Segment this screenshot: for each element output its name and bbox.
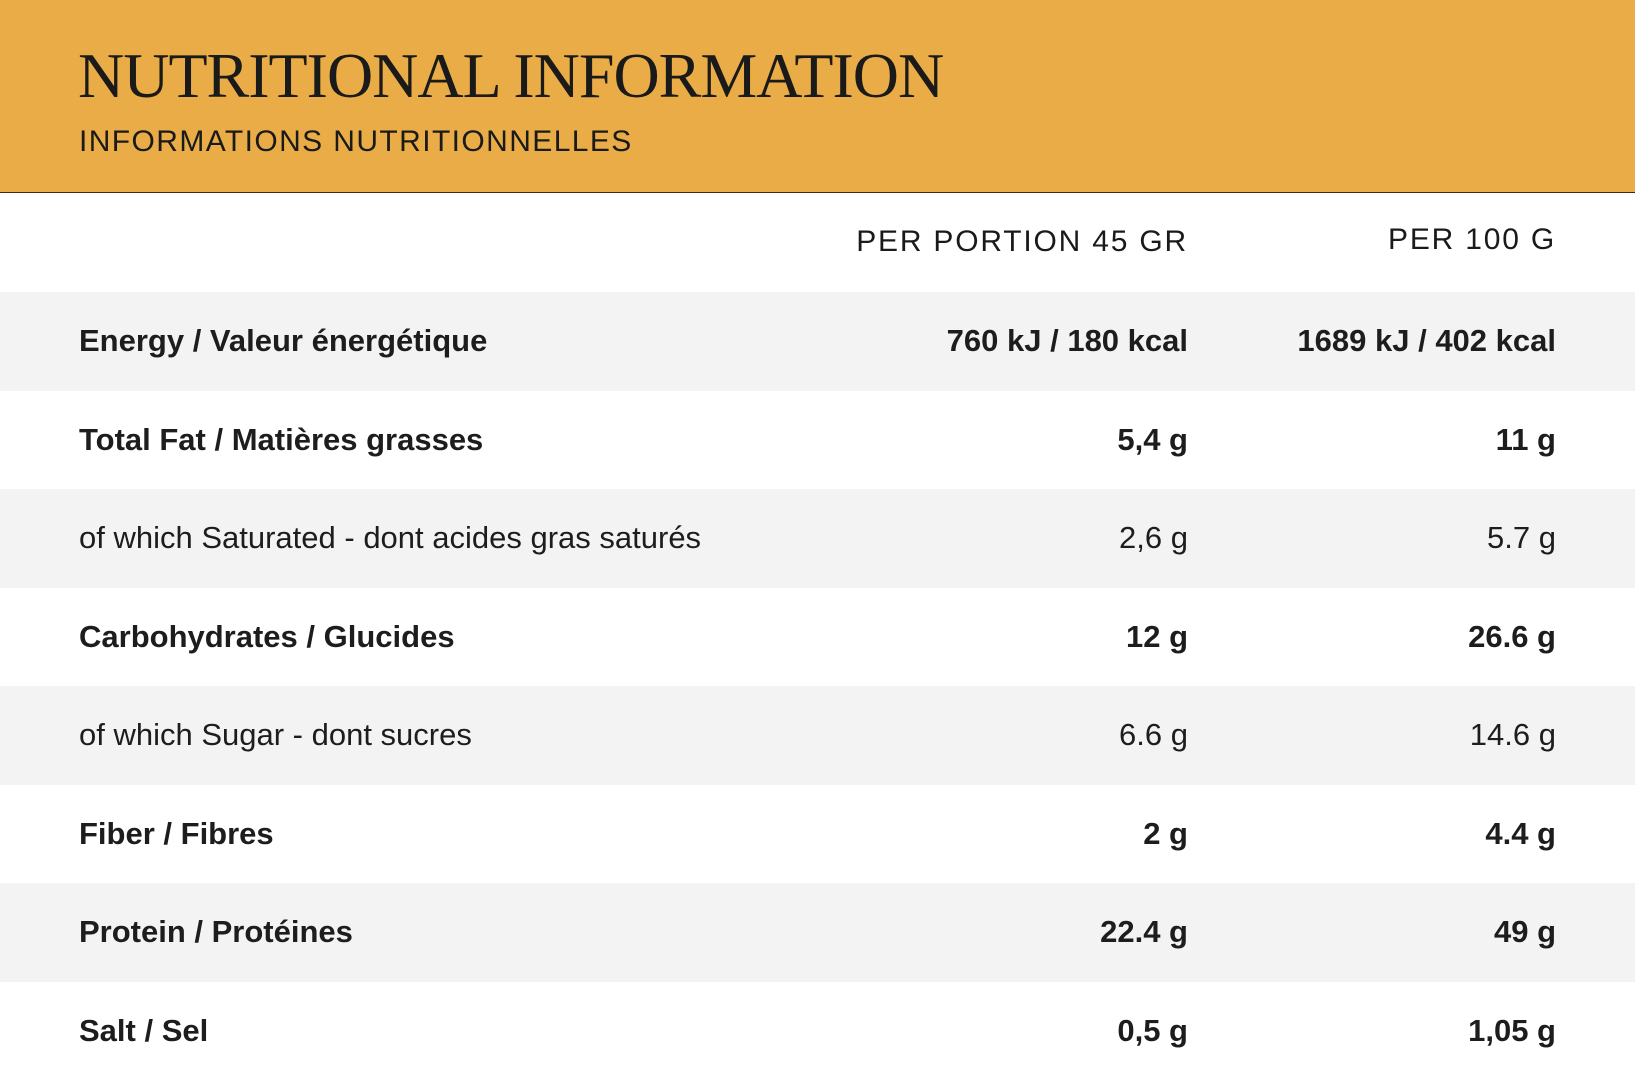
per-100g-value: 14.6 g (1469, 717, 1556, 753)
per-portion-value: 6.6 g (1119, 717, 1188, 753)
page-title: NUTRITIONAL INFORMATION (78, 40, 944, 111)
row-label: Fiber / Fibres (79, 815, 274, 851)
page-subtitle: INFORMATIONS NUTRITIONNELLES (79, 125, 633, 158)
column-header-per-100g: PER 100 G (1388, 223, 1556, 256)
per-100g-value: 1689 kJ / 402 kcal (1297, 323, 1556, 359)
nutrition-table (0, 292, 1635, 1080)
header-banner (0, 0, 1635, 193)
per-portion-value: 2 g (1143, 815, 1188, 851)
per-100g-value: 49 g (1493, 914, 1556, 950)
row-label: Energy / Valeur énergétique (79, 323, 488, 359)
table-row-energy (0, 292, 1635, 391)
per-portion-value: 12 g (1125, 618, 1188, 654)
table-row-fiber (0, 785, 1635, 884)
per-portion-value: 760 kJ / 180 kcal (946, 323, 1188, 359)
per-100g-value: 5.7 g (1487, 520, 1556, 556)
table-row-sugar (0, 686, 1635, 785)
per-portion-value: 2,6 g (1119, 520, 1188, 556)
table-row-salt (0, 982, 1635, 1080)
per-portion-value: 22.4 g (1100, 914, 1188, 950)
row-label: of which Sugar - dont sucres (79, 717, 472, 753)
column-header-per-portion: PER PORTION 45 GR (856, 225, 1188, 258)
row-label: Protein / Protéines (79, 914, 353, 950)
row-label: Carbohydrates / Glucides (79, 618, 455, 654)
table-row-saturated (0, 489, 1635, 588)
per-portion-value: 5,4 g (1117, 421, 1188, 457)
per-100g-value: 26.6 g (1468, 618, 1556, 654)
per-100g-value: 11 g (1495, 421, 1556, 457)
table-row-carbohydrates (0, 588, 1635, 687)
per-portion-value: 0,5 g (1117, 1012, 1188, 1048)
table-row-protein (0, 883, 1635, 982)
per-100g-value: 1,05 g (1468, 1012, 1556, 1048)
row-label: of which Saturated - dont acides gras saturés (79, 520, 702, 556)
table-row-total-fat (0, 391, 1635, 490)
row-label: Total Fat / Matières grasses (79, 421, 484, 457)
per-100g-value: 4.4 g (1485, 815, 1556, 851)
row-label: Salt / Sel (79, 1012, 209, 1048)
